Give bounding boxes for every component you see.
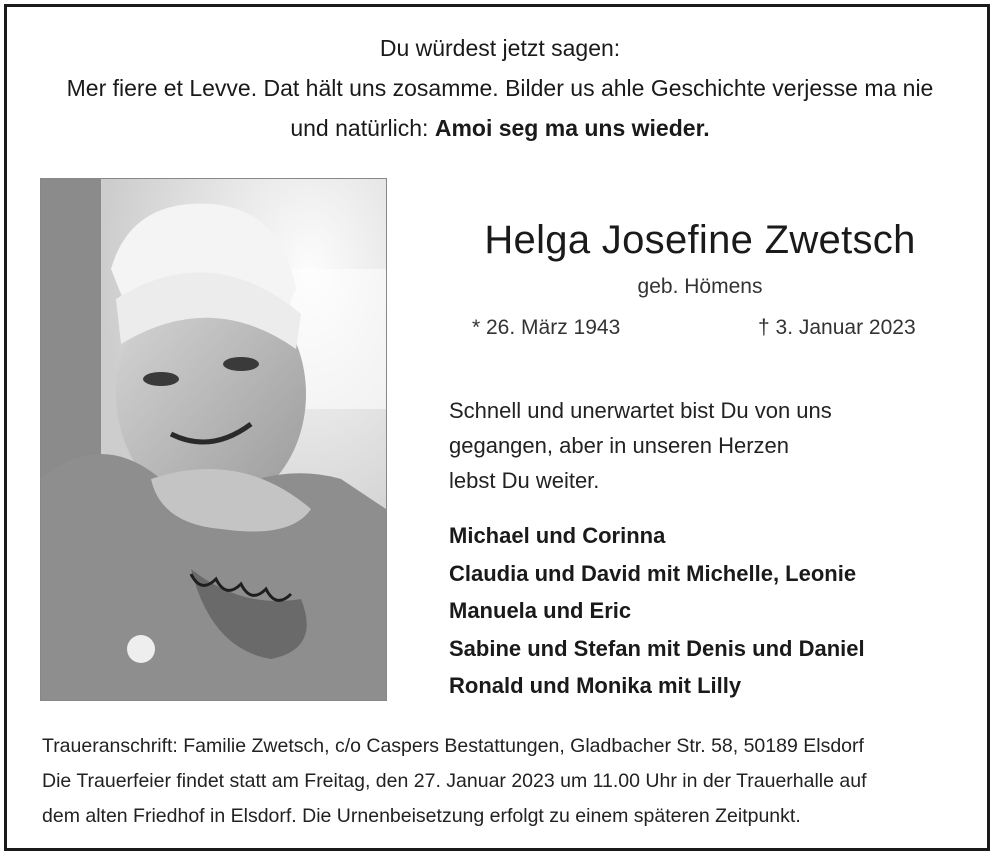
portrait-photo (40, 178, 387, 701)
mourner-entry: Sabine und Stefan mit Denis und Daniel (449, 635, 865, 661)
intro-line-3-regular: und natürlich: (290, 115, 435, 141)
intro-line-2: Mer fiere et Levve. Dat hält uns zosamme. Bilder us ahle Geschichte verjesse ma nie (66, 75, 934, 101)
mourner-entry: Ronald und Monika mit Lilly (449, 673, 742, 698)
mourning-address: Traueranschrift: Familie Zwetsch, c/o Caspers Bestattungen, Gladbacher Str. 58, 50189 Elsdorf (42, 735, 864, 757)
mourner-entry: Claudia und David mit Michelle, Leonie (449, 560, 857, 586)
portrait-illustration (41, 179, 386, 700)
maiden-name: geb. Hömens (637, 275, 763, 298)
notice-footer (42, 729, 972, 834)
mourners-list (449, 517, 979, 705)
mourner-entry: Manuela und Eric (449, 598, 632, 623)
death-date: † 3. Januar 2023 (758, 316, 916, 339)
deceased-name: Helga Josefine Zwetsch (484, 218, 916, 262)
memorial-verse (449, 393, 949, 498)
mourner-entry: Michael und Corinna (449, 523, 666, 548)
intro-line-1: Du würdest jetzt sagen: (379, 35, 621, 61)
intro-line-3 (0, 108, 1000, 148)
ceremony-info-line-1: Die Trauerfeier findet statt am Freitag, den 27. Januar 2023 um 11.00 Uhr in der Trauerhalle auf (42, 770, 867, 792)
verse-line: Schnell und unerwartet bist Du von uns (449, 398, 832, 423)
ceremony-info-line-2: dem alten Friedhof in Elsdorf. Die Urnenbeisetzung erfolgt zu einem späteren Zeitpunkt. (42, 805, 801, 827)
verse-line: gegangen, aber in unseren Herzen (449, 433, 790, 458)
intro-line-3-bold: Amoi seg ma uns wieder. (434, 115, 710, 141)
verse-line: lebst Du weiter. (449, 468, 600, 493)
birth-date: * 26. März 1943 (472, 316, 621, 339)
